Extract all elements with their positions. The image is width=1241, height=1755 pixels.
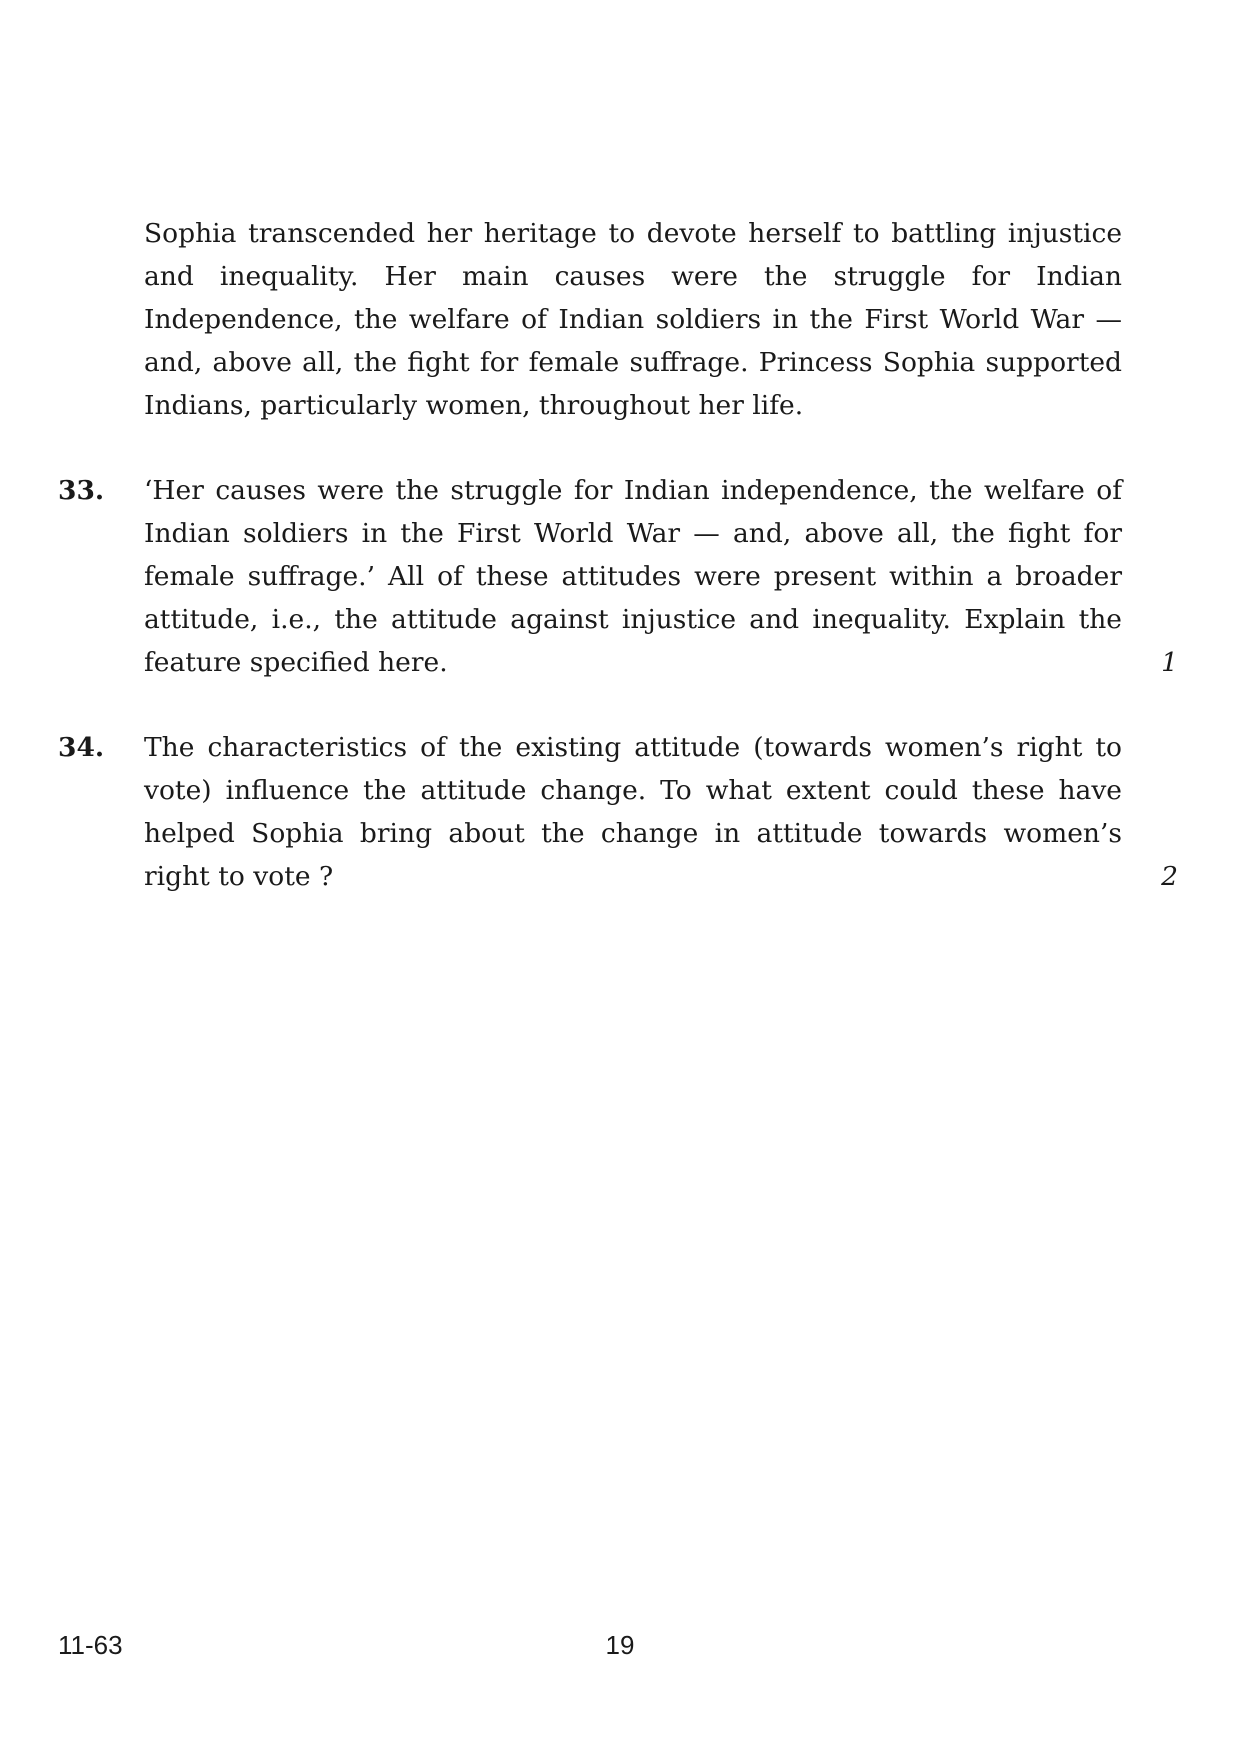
question-marks: 1	[1161, 647, 1178, 678]
question-text: The characteristics of the existing attitude (towards women’s right to vote) influence the attitude change. To what extent could these have helped Sophia bring about the change in attitude towards women’s right to vote ?	[144, 732, 1122, 892]
question-marks: 2	[1161, 861, 1178, 892]
paper-code: 11-63	[58, 1630, 123, 1660]
question-number: 34.	[58, 732, 105, 763]
question-number: 33.	[58, 475, 105, 506]
passage-paragraph: Sophia transcended her heritage to devote herself to battling injustice and inequality. Her main causes were the struggle for Indian Independence, the welfare of Indian soldiers in the First World War — and, above all, the fight for female suffrage. Princess Sophia supported Indians, particularly women, throughout her life.	[144, 218, 1122, 421]
question-text: ‘Her causes were the struggle for Indian independence, the welfare of Indian soldiers in the First World War — and, above all, the fight for female suffrage.’ All of these attitudes were present within a broader attitude, i.e., the attitude against injustice and inequality. Explain the feature specified here.	[144, 475, 1122, 678]
page-number: 19	[605, 1630, 635, 1660]
